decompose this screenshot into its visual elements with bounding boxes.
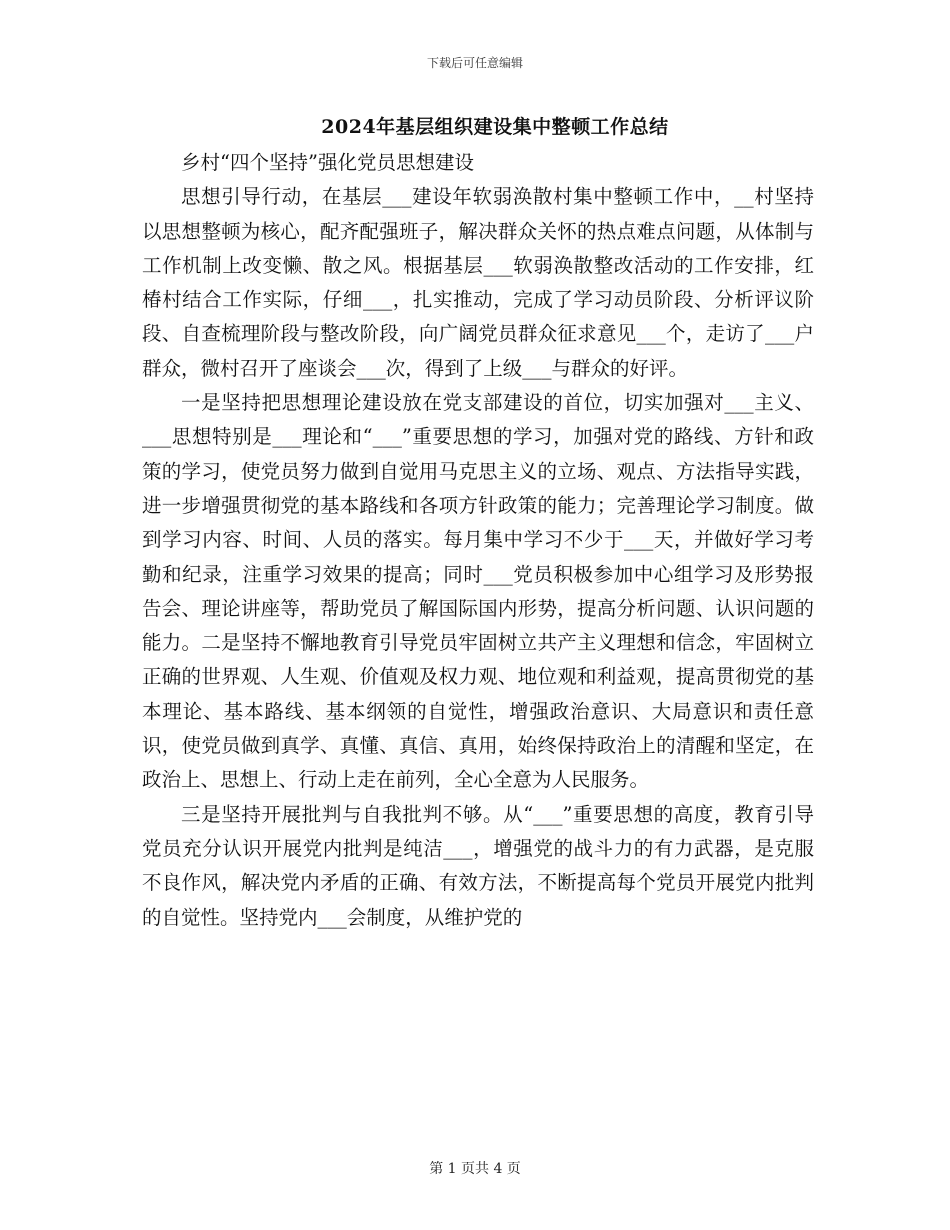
page-number: 第 1 页共 4 页 — [429, 1161, 521, 1177]
subtitle: 乡村“四个坚持”强化党员思想建设 — [181, 151, 474, 174]
paragraph-intro: 思想引导行动，在基层___建设年软弱涣散村集中整顿工作中，__村坚持以思想整顿为核心，配齐配强班子，解决群众关怀的热点难点问题，从体制与工作机制上改变懒、散之风。根据基层___软弱涣散整改活动的工作安排，红椿村结合工作实际，仔细___，扎实推动，完成了学习动员阶段、分析评议阶段、自查梳理阶段与整改阶段，向广阔党员群众征求意见___个，走访了___户群众，微村召开了座谈会___次，得到了上级___与群众的好评。 — [142, 185, 814, 380]
document-title: 2024年基层组织建设集中整顿工作总结 — [321, 116, 669, 138]
paragraph-point-three: 三是坚持开展批判与自我批判不够。从“___”重要思想的高度，教育引导党员充分认识开展党内批判是纯洁___，增强党的战斗力的有力武器，是克服不良作风，解决党内矛盾的正确、有效方法，不断提高每个党员开展党内批判的自觉性。坚持党内___会制度，从维护党的 — [142, 802, 814, 929]
paragraph-point-one-two: 一是坚持把思想理论建设放在党支部建设的首位，切实加强对___主义、___思想特别是___理论和“___”重要思想的学习，加强对党的路线、方针和政策的学习，使党员努力做到自觉用马克思主义的立场、观点、方法指导实践，进一步增强贯彻党的基本路线和各项方针政策的能力；完善理论学习制度。做到学习内容、时间、人员的落实。每月集中学习不少于___天，并做好学习考勤和纪录，注重学习效果的提高；同时___党员积极参加中心组学习及形势报告会、理论讲座等，帮助党员了解国际国内形势，提高分析问题、认识问题的能力。二是坚持不懈地教育引导党员牢固树立共产主义理想和信念，牢固树立正确的世界观、人生观、价值观及权力观、地位观和利益观，提高贯彻党的基本理论、基本路线、基本纲领的自觉性，增强政治意识、大局意识和责任意识，使党员做到真学、真懂、真信、真用，始终保持政治上的清醒和坚定，在政治上、思想上、行动上走在前列，全心全意为人民服务。 — [142, 391, 814, 792]
header-note: 下载后可任意编辑 — [426, 56, 523, 70]
document-body — [142, 146, 814, 935]
